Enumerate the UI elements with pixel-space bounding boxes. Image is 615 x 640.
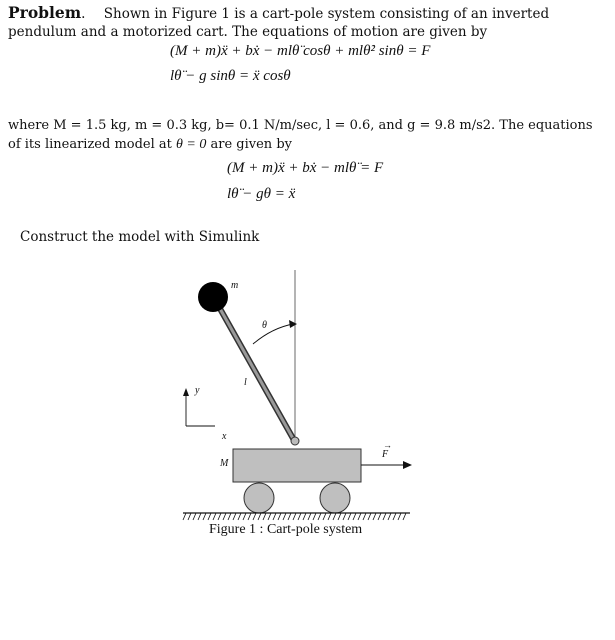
pendulum-rod-highlight xyxy=(214,298,295,442)
ground-hatch-stroke xyxy=(218,513,221,520)
label-x: x xyxy=(222,431,227,442)
problem-heading-dot: . xyxy=(81,6,86,22)
label-theta: θ xyxy=(262,320,267,331)
ground-hatch-stroke xyxy=(368,513,371,520)
ground-hatch-stroke xyxy=(328,513,331,520)
params-line-2-suffix: are given by xyxy=(210,137,292,152)
ground-hatch-stroke xyxy=(388,513,391,520)
ground-hatch-stroke xyxy=(318,513,321,520)
ground-hatch-stroke xyxy=(343,513,346,520)
ground-hatch-stroke xyxy=(238,513,241,520)
ground-hatch-stroke xyxy=(323,513,326,520)
ground-hatch-stroke xyxy=(273,513,276,520)
ground-hatch-stroke xyxy=(383,513,386,520)
ground-hatch-stroke xyxy=(193,513,196,520)
instruction-text: Construct the model with Simulink xyxy=(20,229,260,245)
y-axis-arrow xyxy=(183,388,189,396)
ground-hatch-stroke xyxy=(288,513,291,520)
label-m: m xyxy=(231,280,239,291)
intro-line-1: Shown in Figure 1 is a cart-pole system consisting of an inverted xyxy=(103,6,550,22)
ground-hatch-stroke xyxy=(293,513,296,520)
ground-hatch-stroke xyxy=(188,513,191,520)
ground-hatch-stroke xyxy=(353,513,356,520)
ground-hatch-stroke xyxy=(348,513,351,520)
theta-arrowhead xyxy=(289,320,297,328)
cart-body xyxy=(233,449,361,482)
ground-hatch-stroke xyxy=(398,513,401,520)
intro-line-2: pendulum and a motorized cart. The equations of motion are given by xyxy=(8,24,488,40)
ground-hatch-stroke xyxy=(363,513,366,520)
linearized-equation-1: (M + m)ẍ + bẋ − mlθ̈ = F xyxy=(227,160,384,176)
linearization-point: θ = 0 xyxy=(176,137,207,152)
ground-hatch-stroke xyxy=(198,513,201,520)
ground-hatch-stroke xyxy=(378,513,381,520)
ground-hatch-stroke xyxy=(298,513,301,520)
ground-hatch-stroke xyxy=(333,513,336,520)
ground-hatch-stroke xyxy=(303,513,306,520)
ground-hatch-stroke xyxy=(278,513,281,520)
ground-hatch-stroke xyxy=(263,513,266,520)
equation-2: lθ̈ − g sinθ = ẍ cosθ xyxy=(170,68,291,84)
ground-hatch-stroke xyxy=(358,513,361,520)
label-l: l xyxy=(244,377,247,388)
cart-wheel-left xyxy=(244,483,274,513)
ground-hatch-stroke xyxy=(338,513,341,520)
pivot-joint xyxy=(291,437,299,445)
ground-hatch-stroke xyxy=(228,513,231,520)
ground-hatching xyxy=(183,513,406,520)
ground-hatch-stroke xyxy=(373,513,376,520)
label-M: M xyxy=(220,458,229,469)
ground-hatch-stroke xyxy=(253,513,256,520)
ground-hatch-stroke xyxy=(308,513,311,520)
cart-wheel-right xyxy=(320,483,350,513)
label-F-vector-arrow: → xyxy=(383,440,392,450)
problem-heading: Problem xyxy=(8,3,82,22)
equation-1: (M + m)ẍ + bẋ − mlθ̈ cosθ + mlθ̇² sinθ = F xyxy=(170,43,431,59)
params-line-2-prefix: of its linearized model at xyxy=(8,137,172,152)
params-line-1: where M = 1.5 kg, m = 0.3 kg, b= 0.1 N/m/sec, l = 0.6, and g = 9.8 m/s2. The equations xyxy=(8,118,593,133)
label-F-text: F xyxy=(382,449,389,460)
ground-hatch-stroke xyxy=(268,513,271,520)
pendulum-bob xyxy=(198,282,228,312)
ground-hatch-stroke xyxy=(248,513,251,520)
ground-hatch-stroke xyxy=(223,513,226,520)
ground-hatch-stroke xyxy=(203,513,206,520)
label-y: y xyxy=(195,385,200,396)
ground-hatch-stroke xyxy=(213,513,216,520)
ground-hatch-stroke xyxy=(208,513,211,520)
ground-hatch-stroke xyxy=(183,513,186,520)
theta-arc xyxy=(253,324,293,344)
figure-caption: Figure 1 : Cart-pole system xyxy=(209,522,363,537)
linearized-equation-2: lθ̈ − gθ = ẍ xyxy=(227,186,296,202)
label-F xyxy=(382,440,392,460)
ground-hatch-stroke xyxy=(313,513,316,520)
ground-hatch-stroke xyxy=(243,513,246,520)
ground-hatch-stroke xyxy=(393,513,396,520)
ground-hatch-stroke xyxy=(258,513,261,520)
ground-hatch-stroke xyxy=(283,513,286,520)
ground-hatch-stroke xyxy=(403,513,406,520)
force-arrowhead xyxy=(403,461,412,469)
ground-hatch-stroke xyxy=(233,513,236,520)
